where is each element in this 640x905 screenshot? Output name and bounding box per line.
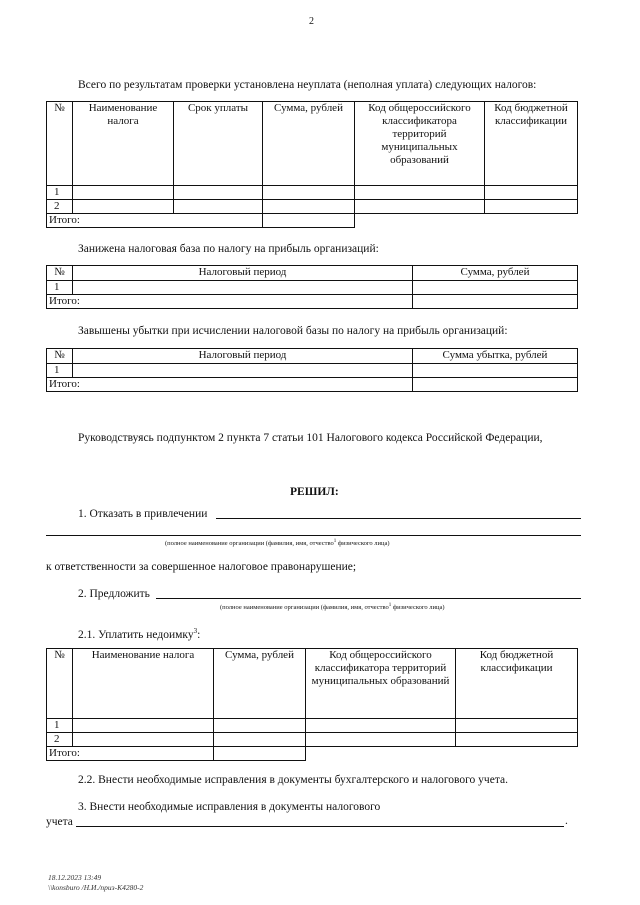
table-row bbox=[47, 281, 578, 295]
row-number: 2 bbox=[47, 733, 73, 747]
table-total-row bbox=[47, 378, 578, 392]
footer-path: \\konsburo /Н.И./приз-К4280-2 bbox=[48, 883, 144, 892]
item3-fill-line bbox=[76, 826, 564, 827]
row-number: 2 bbox=[47, 200, 73, 214]
table-row bbox=[47, 186, 578, 200]
intro-text: Всего по результатам проверки установлена неуплата (неполная уплата) следующих налогов: bbox=[78, 79, 537, 91]
row-number: 1 bbox=[47, 719, 73, 733]
col-oktmo-header: Код общероссийского классификатора территорий муниципальных образований bbox=[306, 649, 456, 719]
col-amount-header: Сумма, рублей bbox=[413, 266, 578, 281]
col-period-header: Налоговый период bbox=[73, 349, 413, 364]
table-row bbox=[47, 733, 578, 747]
footer-timestamp: 18.12.2023 13:49 bbox=[48, 873, 102, 882]
item1-caption: (полное наименование организации (фамилия, имя, отчество$^1$ физического лица) bbox=[165, 539, 390, 548]
col-due-date-header: Срок уплаты bbox=[174, 102, 263, 186]
col-tax-name-header: Наименование налога bbox=[73, 649, 214, 719]
item2-label: 2. Предложить bbox=[78, 588, 150, 600]
table-header-row bbox=[47, 266, 578, 281]
total-label: Итого: bbox=[47, 214, 263, 228]
col-number-header: № bbox=[47, 266, 73, 281]
table-row bbox=[47, 719, 578, 733]
page-number: 2 bbox=[309, 16, 314, 27]
legal-basis-text: Руководствуясь подпунктом 2 пункта 7 статьи 101 Налогового кодекса Российской Федерации, bbox=[78, 432, 543, 444]
col-oktmo-header: Код общероссийского классификатора территорий муниципальных образований bbox=[355, 102, 485, 186]
col-period-header: Налоговый период bbox=[73, 266, 413, 281]
item3-continuation: учета bbox=[46, 816, 73, 828]
col-kbk-header: Код бюджетной классификации bbox=[485, 102, 578, 186]
col-amount-header: Сумма, рублей bbox=[263, 102, 355, 186]
table-row bbox=[47, 200, 578, 214]
table-total-row bbox=[47, 747, 578, 761]
item3-end-mark: . bbox=[565, 815, 568, 827]
col-kbk-header: Код бюджетной классификации bbox=[456, 649, 578, 719]
col-number-header: № bbox=[47, 649, 73, 719]
table-header-row bbox=[47, 649, 578, 719]
item3-text: 3. Внести необходимые исправления в документы налогового bbox=[78, 801, 381, 813]
col-tax-name-header: Наименование налога bbox=[73, 102, 174, 186]
item1-label: 1. Отказать в привлечении bbox=[78, 508, 208, 520]
row-number: 1 bbox=[47, 281, 73, 295]
table-total-row bbox=[47, 295, 578, 309]
total-label: Итого: bbox=[47, 747, 214, 761]
row-number: 1 bbox=[47, 364, 73, 378]
losses-heading: Завышены убытки при исчислении налоговой базы по налогу на прибыль организаций: bbox=[78, 325, 508, 337]
table-row bbox=[47, 364, 578, 378]
col-loss-amount-header: Сумма убытка, рублей bbox=[413, 349, 578, 364]
decided-heading: РЕШИЛ: bbox=[290, 486, 339, 498]
underestimated-heading: Занижена налоговая база по налогу на прибыль организаций: bbox=[78, 243, 379, 255]
total-label: Итого: bbox=[47, 295, 413, 309]
table-header-row bbox=[47, 349, 578, 364]
item1-fill-line bbox=[216, 518, 581, 519]
overstated-losses-table bbox=[46, 348, 578, 392]
item22-text: 2.2. Внести необходимые исправления в документы бухгалтерского и налогового учета. bbox=[78, 774, 508, 786]
row-number: 1 bbox=[47, 186, 73, 200]
col-number-header: № bbox=[47, 102, 73, 186]
item1-fill-line-2 bbox=[46, 535, 581, 536]
table-header-row bbox=[47, 102, 578, 186]
item2-fill-line bbox=[156, 598, 581, 599]
item2-caption: (полное наименование организации (фамилия, имя, отчество$^1$ физического лица) bbox=[220, 603, 445, 612]
underestimated-base-table bbox=[46, 265, 578, 309]
item21-label: 2.1. Уплатить недоимку$^3$: bbox=[78, 627, 201, 641]
table-total-row bbox=[47, 214, 578, 228]
arrears-table bbox=[46, 648, 578, 761]
total-label: Итого: bbox=[47, 378, 413, 392]
col-amount-header: Сумма, рублей bbox=[214, 649, 306, 719]
item1-continuation: к ответственности за совершенное налоговое правонарушение; bbox=[46, 561, 357, 573]
unpaid-taxes-table bbox=[46, 101, 578, 228]
col-number-header: № bbox=[47, 349, 73, 364]
